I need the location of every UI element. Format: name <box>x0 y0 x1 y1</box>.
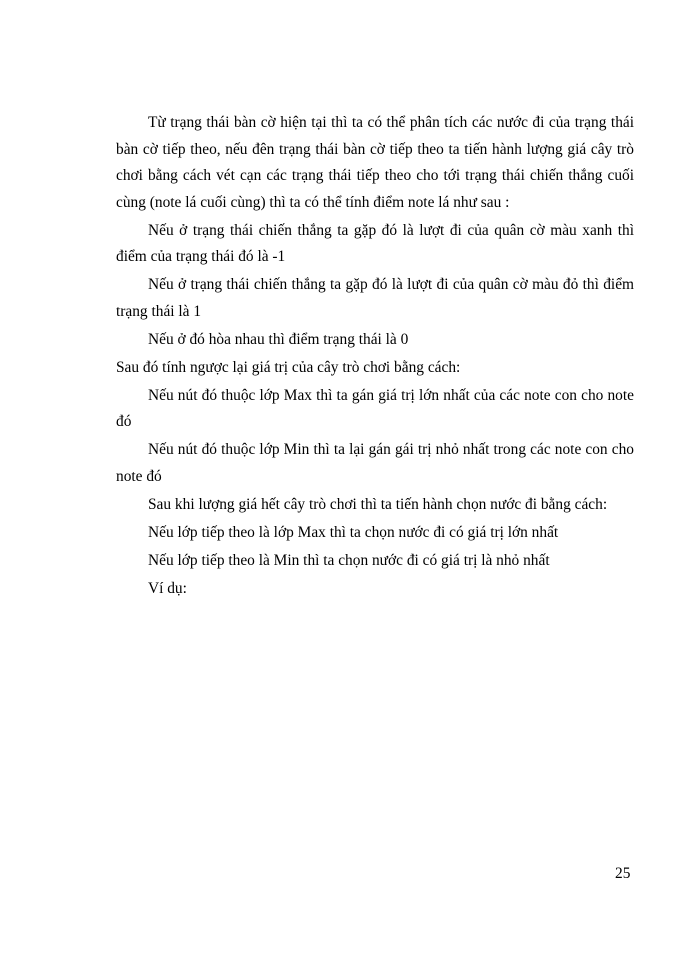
paragraph-intro: Từ trạng thái bàn cờ hiện tại thì ta có thể phân tích các nước đi của trạng thái bàn cờ tiếp theo, nếu đên trạng thái bàn cờ tiếp theo ta tiến hành lượng giá cây trò chơi bằng cách vét cạn các trạng thái tiếp theo cho tới trạng thái chiến thắng cuối cùng (note lá cuối cùng) thì ta có thể tính điểm note lá như sau : <box>116 114 634 211</box>
paragraph-backpropagate: Sau đó tính ngược lại giá trị của cây trò chơi bằng cách: <box>116 358 461 376</box>
paragraph-draw: Nếu ở đó hòa nhau thì điểm trạng thái là 0 <box>148 330 409 348</box>
paragraph-red-turn: Nếu ở trạng thái chiến thắng ta gặp đó là lượt đi của quân cờ màu đỏ thì điểm trạng thái là 1 <box>116 276 634 320</box>
paragraph-blue-turn: Nếu ở trạng thái chiến thắng ta gặp đó là lượt đi của quân cờ màu xanh thì điểm của trạng thái đó là -1 <box>116 221 634 265</box>
paragraph-next-max: Nếu lớp tiếp theo là lớp Max thì ta chọn nước đi có giá trị lớn nhất <box>148 523 559 541</box>
paragraph-choose-move: Sau khi lượng giá hết cây trò chơi thì ta tiến hành chọn nước đi bằng cách: <box>148 495 608 513</box>
body-text <box>116 110 634 604</box>
paragraph-next-min: Nếu lớp tiếp theo là Min thì ta chọn nước đi có giá trị là nhỏ nhất <box>148 551 550 569</box>
paragraph-example: Ví dụ: <box>148 579 187 597</box>
paragraph-min-layer: Nếu nút đó thuộc lớp Min thì ta lại gán gái trị nhỏ nhất trong các note con cho note đó <box>116 441 634 485</box>
page-number: 25 <box>615 865 631 882</box>
paragraph-max-layer: Nếu nút đó thuộc lớp Max thì ta gán giá trị lớn nhất của các note con cho note đó <box>116 386 634 430</box>
